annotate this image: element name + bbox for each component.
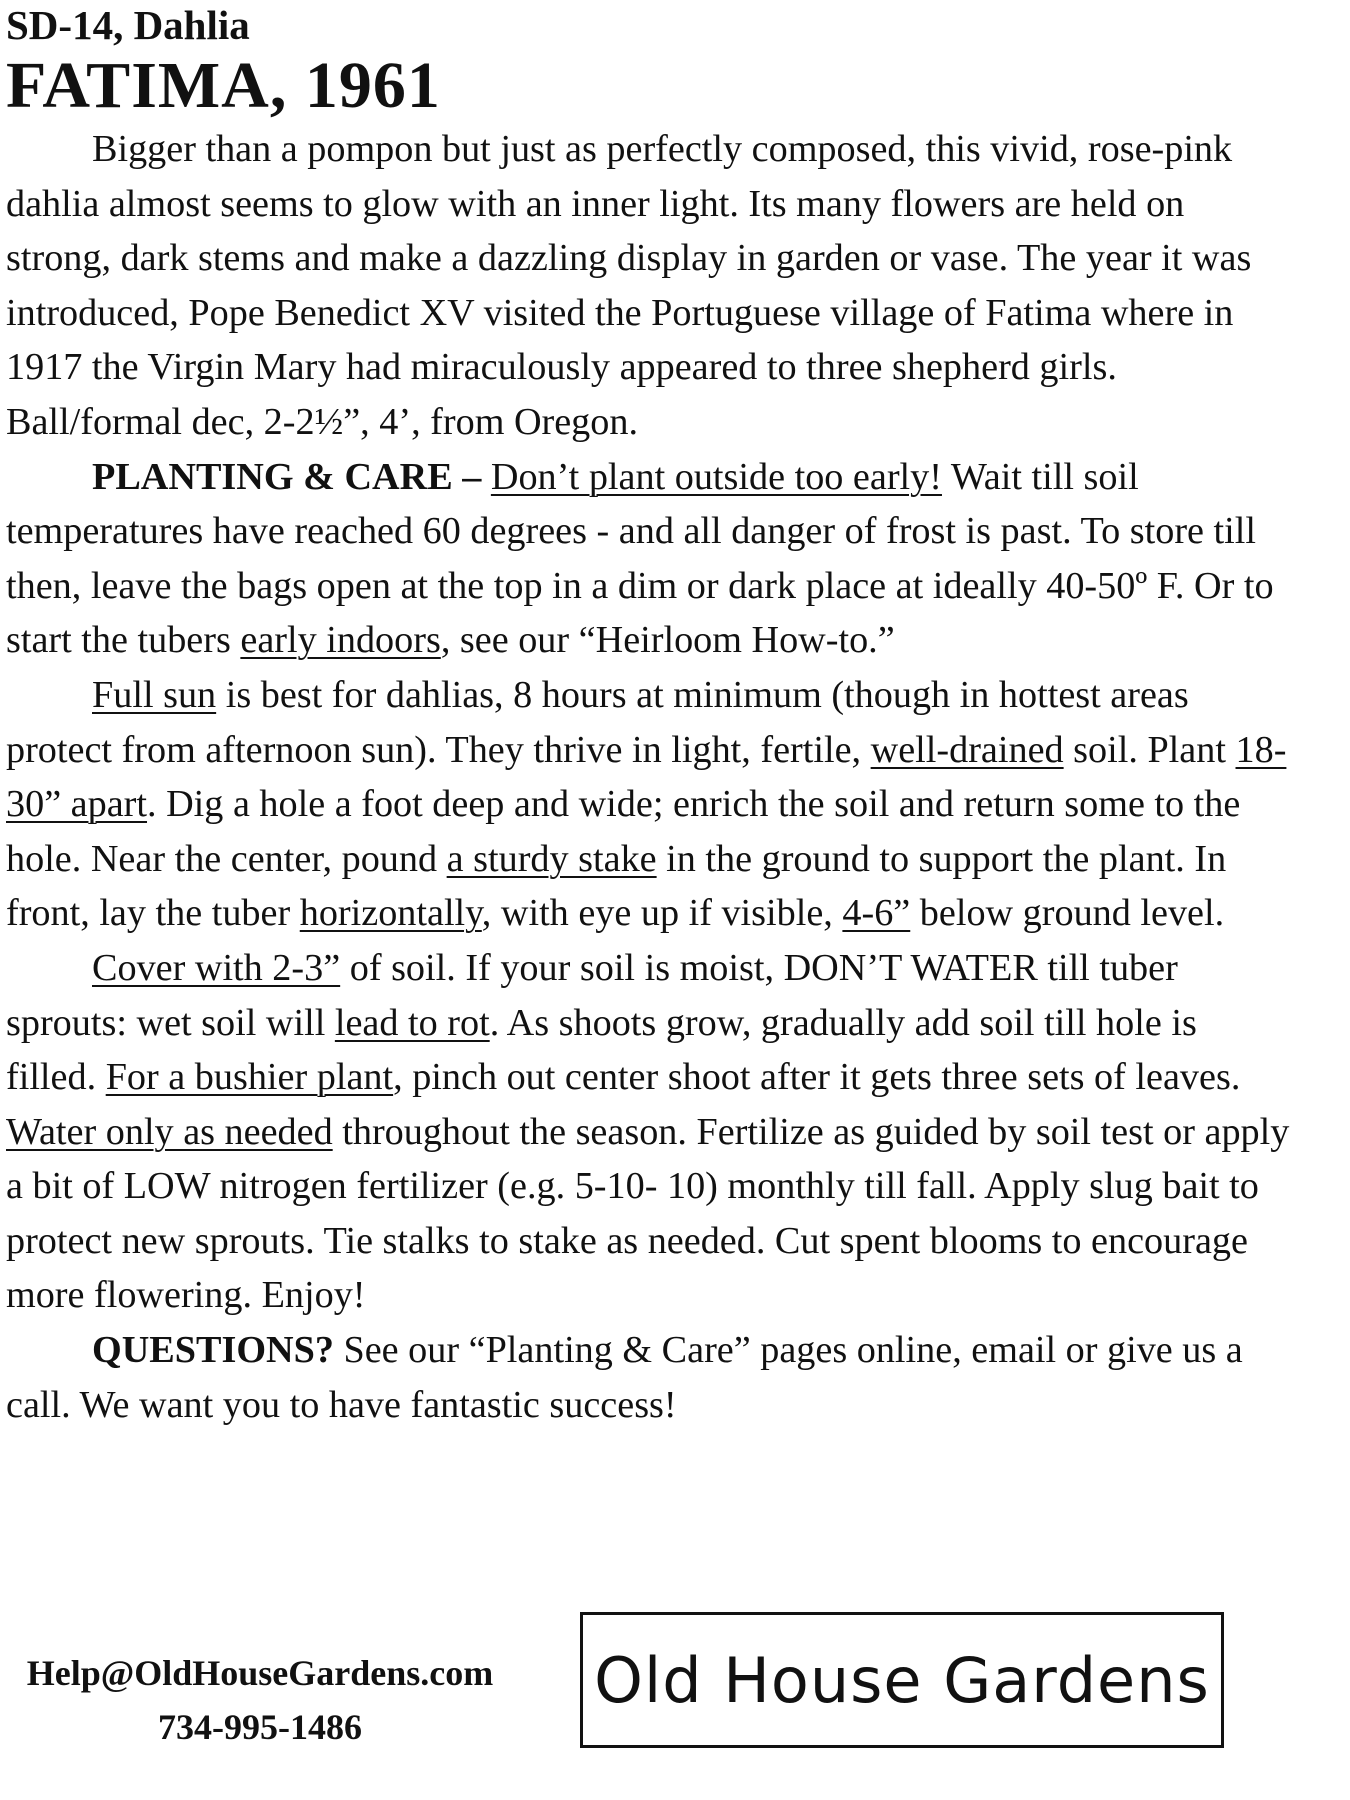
sun-paragraph (6, 668, 1296, 941)
sun-text-3: . Dig a hole a foot deep and wide; enrich the soil and return some to the hole. Near the center, pound (6, 783, 1241, 880)
logo-text: Old House Gardens (594, 1643, 1210, 1717)
sun-text-5: , with eye up if visible, (481, 892, 843, 935)
questions-text: See our “Planting & Care” pages online, email or give us a call. We want you to have fantastic success! (6, 1329, 1243, 1426)
lead-to-rot-text: lead to rot (334, 1001, 490, 1044)
early-indoors-text: early indoors (240, 619, 441, 662)
planting-text: Wait till soil temperatures have reached 60 degrees - and all danger of frost is past. To store till then, leave the bags open at the top in a dim or dark place at ideally 40-50º F. Or to start the tubers (6, 455, 1274, 662)
cover-text-3: , pinch out center shoot after it gets three sets of leaves. (393, 1056, 1241, 1099)
spacing-text: 18-30” apart (6, 728, 1287, 826)
well-drained-text: well-drained (870, 728, 1064, 771)
cover-paragraph (6, 941, 1296, 1323)
cover-text-4: throughout the season. Fertilize as guided by soil test or apply a bit of LOW nitrogen fertilizer (e.g. 5-10- 10) monthly till fall. Apply slug bait to protect new sprouts. Tie stalks to stake as needed. Cut spent blooms to encourage more flowering. Enjoy! (6, 1110, 1290, 1317)
product-code: SD-14, Dahlia (6, 2, 250, 48)
phone-number: 734-995-1486 (158, 1707, 362, 1747)
sturdy-stake-text: a sturdy stake (446, 837, 657, 880)
description-paragraph: Bigger than a pompon but just as perfectly composed, this vivid, rose-pink dahlia almost seems to glow with an inner light. Its many flowers are held on strong, dark stems and make a dazzling display in garden or vase. The year it was introduced, Pope Benedict XV visited the Portuguese village of Fatima where in 1917 the Virgin Mary had miraculously appeared to three shepherd girls. Ball/formal dec, 2-2½”, 4’, from Oregon. (6, 128, 1252, 443)
contact-info (10, 1646, 510, 1754)
cover-depth-text: Cover with 2-3” (92, 946, 341, 989)
full-sun-text: Full sun (92, 673, 217, 716)
sun-text-4: in the ground to support the plant. In front, lay the tuber (6, 837, 1227, 935)
cover-text-2: . As shoots grow, gradually add soil till hole is filled. (6, 1001, 1197, 1099)
variety-title: FATIMA, 1961 (6, 49, 441, 122)
planting-text-end: , see our “Heirloom How-to.” (440, 619, 895, 662)
instruction-sheet (6, 0, 1296, 1432)
sun-text-2: soil. Plant (1063, 728, 1236, 771)
depth-text: 4-6” (842, 892, 911, 935)
logo-box (580, 1612, 1224, 1748)
questions-paragraph (6, 1323, 1296, 1432)
planting-care-paragraph (6, 450, 1296, 668)
bushier-plant-text: For a bushier plant (105, 1056, 394, 1099)
water-only-text: Water only as needed (6, 1110, 333, 1153)
cover-text: of soil. If your soil is moist, DON’T WATER till tuber sprouts: wet soil will (6, 946, 1178, 1044)
body-text (6, 122, 1296, 1432)
footer (0, 1612, 1350, 1762)
planting-heading: PLANTING & CARE – (92, 455, 482, 498)
planting-warning: Don’t plant outside too early! (490, 455, 942, 498)
horizontally-text: horizontally (299, 892, 482, 935)
questions-heading: QUESTIONS? (92, 1329, 334, 1372)
sun-text-6: below ground level. (910, 892, 1225, 935)
email-link[interactable]: Help@OldHouseGardens.com (26, 1653, 494, 1693)
sun-text: is best for dahlias, 8 hours at minimum (though in hottest areas protect from afternoon sun). They thrive in light, fertile, (6, 673, 1189, 771)
